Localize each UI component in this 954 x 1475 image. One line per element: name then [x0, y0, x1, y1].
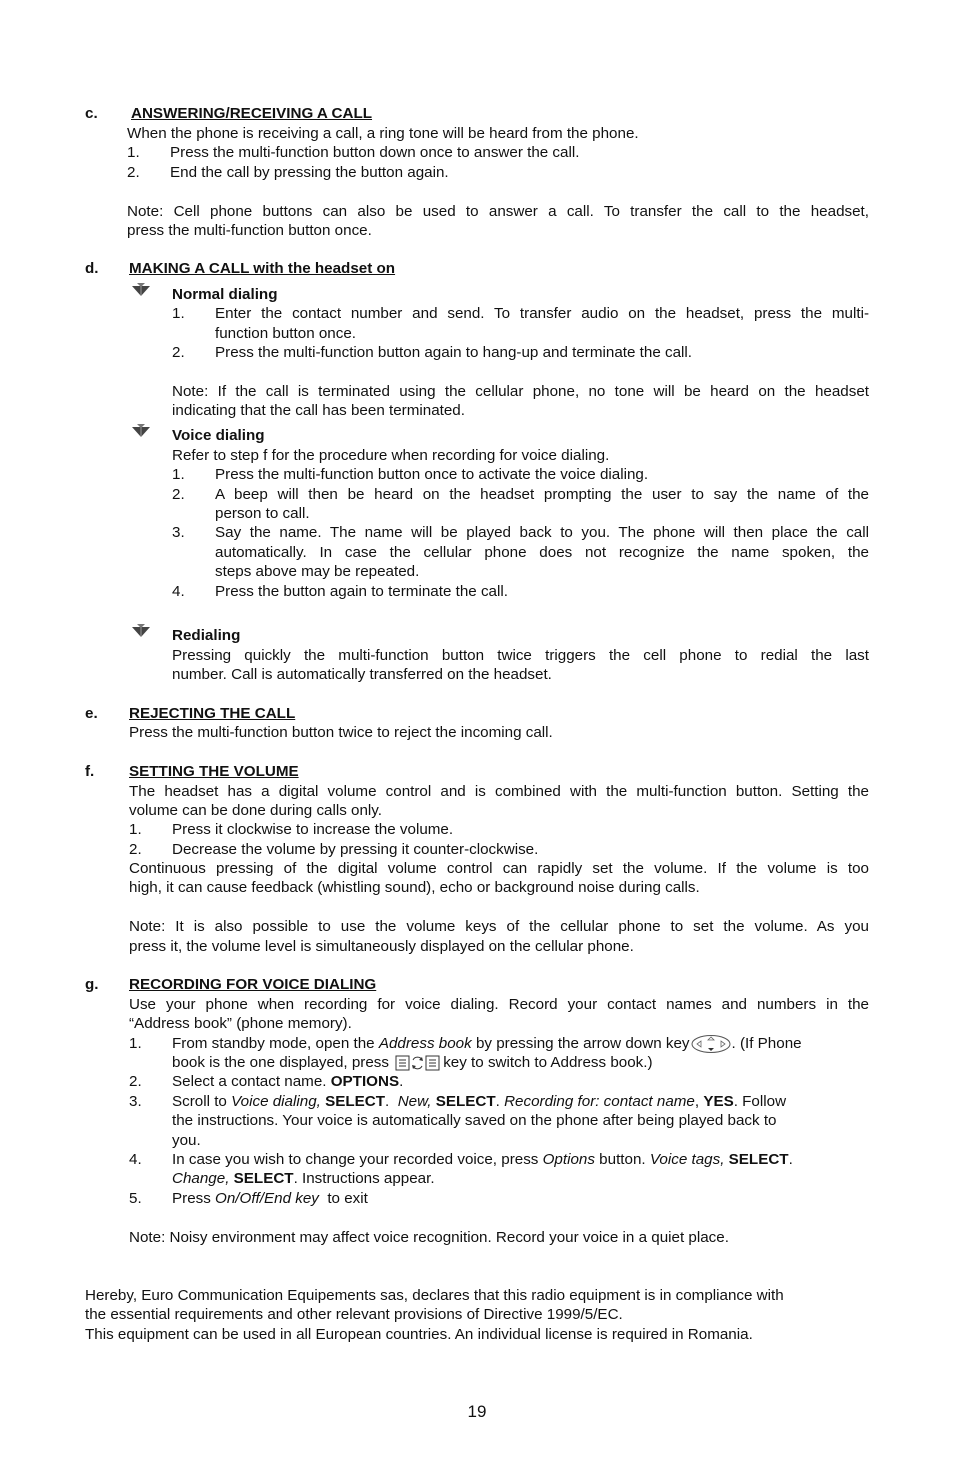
arrow-bullet-icon — [130, 281, 152, 299]
step-text: Press the button again to terminate the call. — [215, 583, 508, 600]
step-text: Press the multi-function button again to hang-up and terminate the call. — [215, 344, 693, 361]
step-number: 3. — [129, 1093, 142, 1110]
step-text: Press the multi-function button once to activate the voice dialing. — [215, 466, 649, 483]
page-number: 19 — [467, 1402, 487, 1421]
arrow-key-icon — [690, 1034, 732, 1054]
normal-dialing-note: indicating that the call has been terminated. — [172, 402, 465, 419]
section-c-heading: ANSWERING/RECEIVING A CALL — [131, 105, 373, 122]
section-e-heading: REJECTING THE CALL — [129, 705, 296, 722]
section-f-paragraph: high, it can cause feedback (whistling sound), echo or background noise during calls. — [129, 879, 700, 896]
section-d-letter: d. — [85, 260, 99, 277]
step-number: 1. — [127, 144, 140, 161]
section-e-text: Press the multi-function button twice to reject the incoming call. — [129, 724, 553, 741]
step-text: Press it clockwise to increase the volume. — [172, 821, 454, 838]
section-c-note-line: press the multi-function button once. — [127, 222, 372, 239]
normal-dialing-note: Note: If the call is terminated using the cellular phone, no tone will be heard on the headset — [172, 383, 869, 400]
step-text: Change, SELECT. Instructions appear. — [172, 1170, 435, 1187]
section-e-letter: e. — [85, 705, 98, 722]
voice-dialing-intro: Refer to step f for the procedure when recording for voice dialing. — [172, 447, 610, 464]
step-text: Decrease the volume by pressing it counter-clockwise. — [172, 841, 539, 858]
section-g-paragraph: “Address book” (phone memory). — [129, 1015, 352, 1032]
step-number: 2. — [129, 841, 142, 858]
step-number: 1. — [172, 466, 185, 483]
section-g-letter: g. — [85, 976, 99, 993]
section-g-note: Note: Noisy environment may affect voice recognition. Record your voice in a quiet place. — [129, 1229, 729, 1246]
step-text: End the call by pressing the button again. — [170, 164, 449, 181]
step-number: 4. — [172, 583, 185, 600]
redialing-text: Pressing quickly the multi-function button twice triggers the cell phone to redial the last — [172, 647, 869, 664]
step-number: 1. — [172, 305, 185, 322]
step-number: 1. — [129, 821, 142, 838]
section-f-letter: f. — [85, 763, 95, 780]
step-text: book is the one displayed, press key to switch to Address book.) — [172, 1054, 653, 1072]
section-f-note: Note: It is also possible to use the volume keys of the cellular phone to set the volume. As you — [129, 918, 869, 935]
redialing-label: Redialing — [172, 627, 241, 644]
section-f-heading: SETTING THE VOLUME — [129, 763, 299, 780]
compliance-declaration: the essential requirements and other relevant provisions of Directive 1999/5/EC. — [85, 1306, 623, 1323]
phonebook-key-icon — [393, 1053, 443, 1073]
redialing-text: number. Call is automatically transferred on the headset. — [172, 666, 552, 683]
step-text: you. — [172, 1132, 201, 1149]
section-f-paragraph: volume can be done during calls only. — [129, 802, 382, 819]
step-text: Select a contact name. OPTIONS. — [172, 1073, 404, 1090]
step-number: 3. — [172, 524, 185, 541]
section-g-paragraph: Use your phone when recording for voice dialing. Record your contact names and numbers in the — [129, 996, 869, 1013]
step-number: 2. — [127, 164, 140, 181]
step-text: steps above may be repeated. — [215, 563, 420, 580]
section-f-paragraph: The headset has a digital volume control and is combined with the multi-function button. Setting the — [129, 783, 869, 800]
step-number: 2. — [172, 486, 185, 503]
section-c-letter: c. — [85, 105, 98, 122]
step-text: Scroll to Voice dialing, SELECT. New, SELECT. Recording for: contact name, YES. Follow — [172, 1093, 787, 1110]
section-g-heading: RECORDING FOR VOICE DIALING — [129, 976, 377, 993]
step-text: In case you wish to change your recorded voice, press Options button. Voice tags, SELECT. — [172, 1151, 793, 1168]
step-number: 4. — [129, 1151, 142, 1168]
step-text: From standby mode, open the Address book by pressing the arrow down key . (If Phone — [172, 1035, 802, 1053]
step-text: Press On/Off/End key to exit — [172, 1190, 368, 1207]
step-text: A beep will then be heard on the headset prompting the user to say the name of the — [215, 486, 869, 503]
arrow-bullet-icon — [130, 422, 152, 440]
step-text: the instructions. Your voice is automatically saved on the phone after being played back to — [172, 1112, 777, 1129]
section-f-note: press it, the volume level is simultaneously displayed on the cellular phone. — [129, 938, 634, 955]
step-text: Press the multi-function button down once to answer the call. — [170, 144, 580, 161]
voice-dialing-label: Voice dialing — [172, 427, 265, 444]
step-number: 5. — [129, 1190, 142, 1207]
step-text: Say the name. The name will be played back to you. The phone will then place the call — [215, 524, 869, 541]
step-text: person to call. — [215, 505, 310, 522]
normal-dialing-label: Normal dialing — [172, 286, 278, 303]
arrow-bullet-icon — [130, 622, 152, 640]
compliance-declaration: Hereby, Euro Communication Equipements sas, declares that this radio equipment is in compliance with — [85, 1287, 784, 1304]
section-c-note-line: Note: Cell phone buttons can also be used to answer a call. To transfer the call to the headset, — [127, 203, 869, 220]
step-text: Enter the contact number and send. To transfer audio on the headset, press the multi- — [215, 305, 869, 322]
step-text: function button once. — [215, 325, 357, 342]
section-d-heading: MAKING A CALL with the headset on — [129, 260, 396, 277]
step-text: automatically. In case the cellular phone does not recognize the name spoken, the — [215, 544, 869, 561]
step-number: 1. — [129, 1035, 142, 1052]
section-f-paragraph: Continuous pressing of the digital volume control can rapidly set the volume. If the volume is too — [129, 860, 869, 877]
step-number: 2. — [172, 344, 185, 361]
license-statement: This equipment can be used in all European countries. An individual license is required in Romania. — [85, 1326, 753, 1343]
section-c-intro: When the phone is receiving a call, a ring tone will be heard from the phone. — [127, 125, 639, 142]
step-number: 2. — [129, 1073, 142, 1090]
